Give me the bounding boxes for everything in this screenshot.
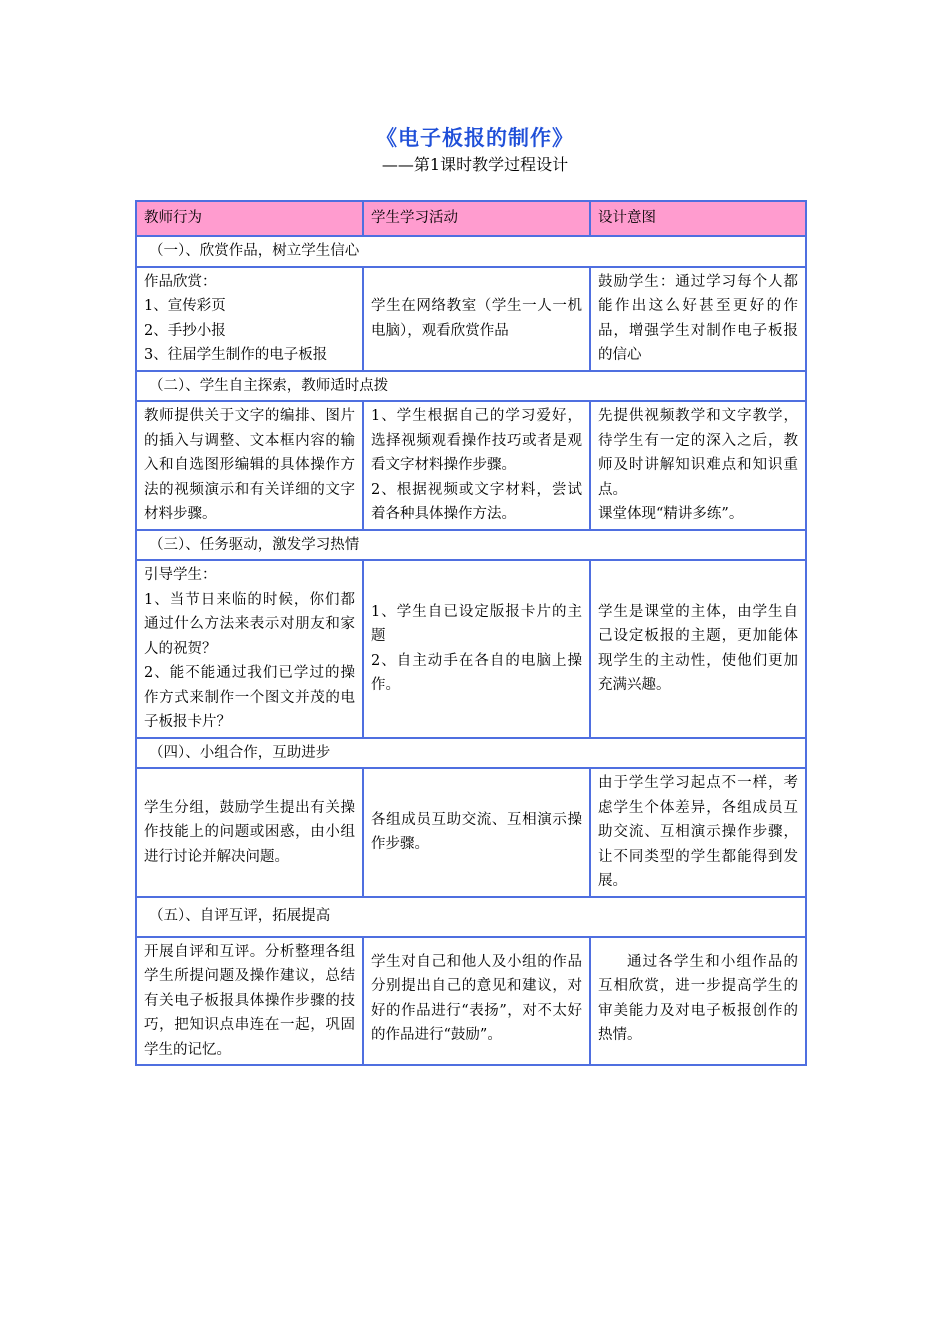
- cell-line: 引导学生：: [144, 567, 217, 583]
- document-subtitle: ——第1课时教学过程设计: [381, 155, 569, 174]
- student-cell: [363, 937, 590, 1066]
- section-heading-row: [136, 371, 806, 402]
- cell-line: 2、自主动手在各自的电脑上操作。: [371, 652, 582, 694]
- section-heading: （五）、自评互评，拓展提高: [136, 897, 806, 937]
- cell-line: 学生对自己和他人及小组的作品分别提出自己的意见和建议，对好的作品进行“表扬”，对不太好的作品进行“鼓励”。: [371, 953, 582, 1043]
- intent-cell: [590, 401, 806, 530]
- section-heading: （二）、学生自主探索，教师适时点拨: [136, 371, 806, 402]
- section-heading-row: [136, 530, 806, 561]
- teacher-cell: [136, 937, 363, 1066]
- header-intent: 设计意图: [590, 201, 806, 236]
- header-student: 学生学习活动: [363, 201, 590, 236]
- student-cell: [363, 267, 590, 371]
- section-heading-row: [136, 897, 806, 937]
- cell-line: 学生分组，鼓励学生提出有关操作技能上的问题或困惑，由小组进行讨论并解决问题。: [144, 799, 355, 865]
- table-row: [136, 937, 806, 1066]
- lesson-plan-table: [135, 200, 807, 1066]
- section-heading: （四）、小组合作，互助进步: [136, 738, 806, 769]
- document-title: 《电子板报的制作》: [376, 125, 574, 150]
- student-cell: [363, 768, 590, 897]
- table-header-row: [136, 201, 806, 236]
- intent-cell: [590, 768, 806, 897]
- cell-line: 鼓励学生：通过学习每个人都能作出这么好甚至更好的作品，增强学生对制作电子板报的信心: [598, 273, 798, 363]
- intent-cell: [590, 560, 806, 738]
- teacher-cell: [136, 768, 363, 897]
- cell-line: 作品欣赏：: [144, 273, 217, 290]
- student-cell: [363, 560, 590, 738]
- cell-line: 1、学生根据自己的学习爱好，选择视频观看操作技巧或者是观看文字材料操作步骤。: [371, 408, 582, 473]
- cell-line: 3、往届学生制作的电子板报: [144, 347, 328, 363]
- cell-line: 2、手抄小报: [144, 322, 226, 339]
- cell-line: 开展自评和互评。分析整理各组学生所提问题及操作建议，总结有关电子板报具体操作步骤的技巧，把知识点串连在一起，巩固学生的记忆。: [144, 943, 355, 1058]
- table-row: [136, 401, 806, 530]
- cell-line: 课堂体现“精讲多练”。: [598, 506, 744, 522]
- cell-line: 由于学生学习起点不一样，考虑学生个体差异，各组成员互助交流、互相演示操作步骤，让不同类型的学生都能得到发展。: [598, 775, 798, 889]
- cell-line: 1、当节日来临的时候，你们都通过什么方法来表示对朋友和家人的祝贺？: [144, 591, 355, 657]
- section-heading-row: [136, 738, 806, 769]
- intent-cell: [590, 937, 806, 1066]
- cell-line: 通过各学生和小组作品的互相欣赏，进一步提高学生的审美能力及对电子板报创作的热情。: [598, 953, 798, 1043]
- cell-line: 2、根据视频或文字材料，尝试着各种具体操作方法。: [371, 481, 582, 522]
- cell-line: 学生是课堂的主体，由学生自己设定板报的主题，更加能体现学生的主动性，使他们更加充满兴趣。: [598, 603, 798, 694]
- cell-line: 2、能不能通过我们已学过的操作方式来制作一个图文并茂的电子板报卡片？: [144, 665, 355, 730]
- cell-line: 1、学生自已设定版报卡片的主题: [371, 603, 582, 645]
- table-row: [136, 768, 806, 897]
- section-heading: （一）、欣赏作品，树立学生信心: [136, 236, 806, 267]
- cell-line: 教师提供关于文字的编排、图片的插入与调整、文本框内容的输入和自选图形编辑的具体操作方法的视频演示和有关详细的文字材料步骤。: [144, 408, 355, 522]
- header-teacher: 教师行为: [136, 201, 363, 236]
- teacher-cell: [136, 401, 363, 530]
- intent-cell: [590, 267, 806, 371]
- table-row: [136, 560, 806, 738]
- student-cell: [363, 401, 590, 530]
- cell-line: 各组成员互助交流、互相演示操作步骤。: [371, 811, 582, 853]
- section-heading-row: [136, 236, 806, 267]
- teacher-cell: [136, 560, 363, 738]
- section-heading: （三）、任务驱动，激发学习热情: [136, 530, 806, 561]
- cell-line: 学生在网络教室（学生一人一机电脑），观看欣赏作品: [371, 298, 582, 339]
- teacher-cell: [136, 267, 363, 371]
- cell-line: 先提供视频教学和文字教学，待学生有一定的深入之后，教师及时讲解知识难点和知识重点。: [598, 408, 798, 498]
- table-row: [136, 267, 806, 371]
- cell-line: 1、宣传彩页: [144, 298, 226, 314]
